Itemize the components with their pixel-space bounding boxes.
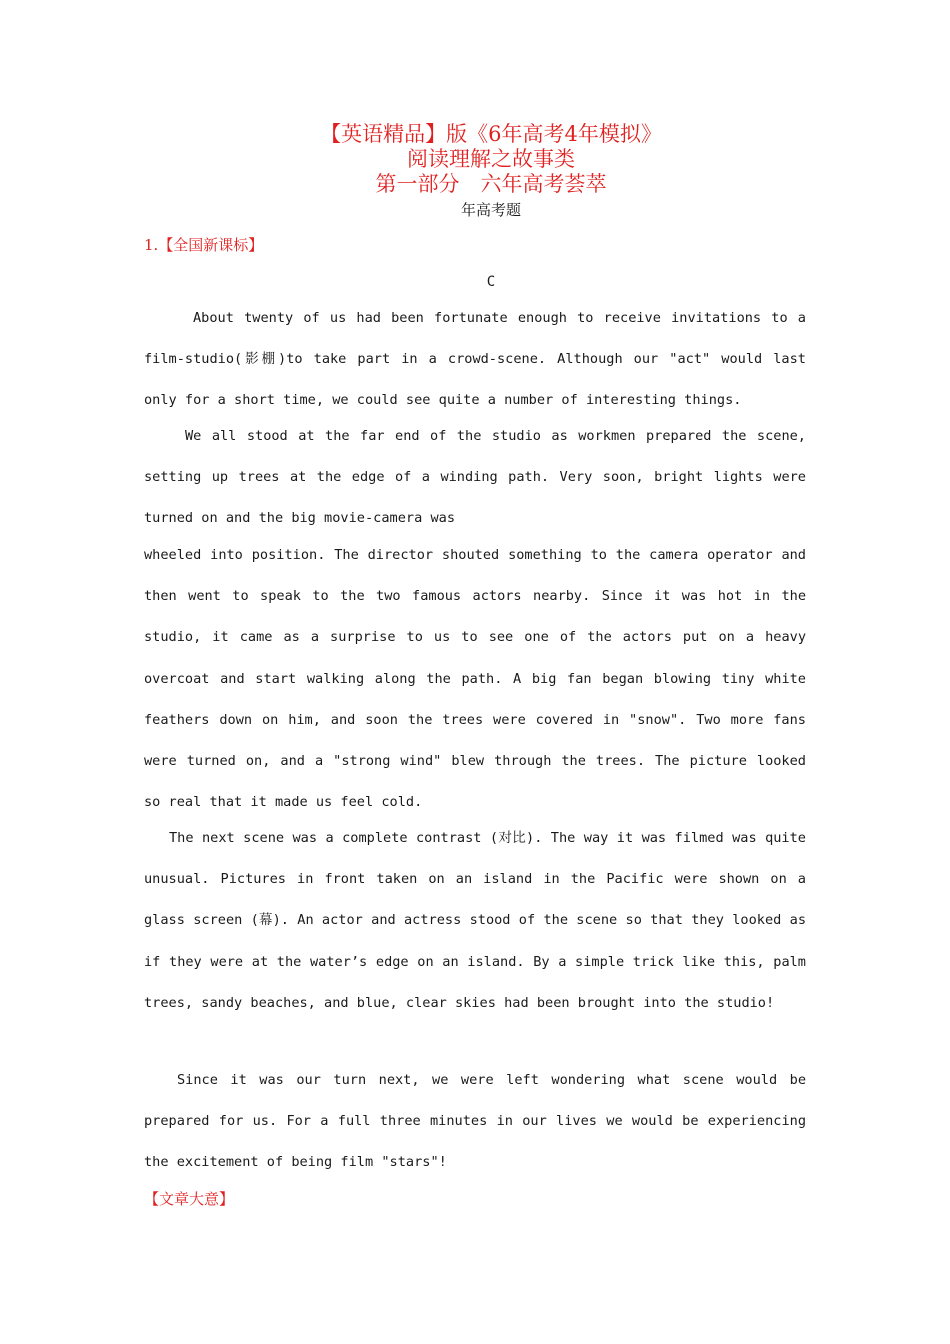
document-subtitle: 年高考题 xyxy=(460,201,521,219)
section-heading: 第一部分 六年高考荟萃 xyxy=(375,172,607,196)
document-topic: 阅读理解之故事类 xyxy=(407,147,575,171)
document-title: 【英语精品】版《6年高考4年模拟》 xyxy=(320,122,662,146)
passage-paragraph-2a: We all stood at the far end of the studio as workmen prepared the scene, setting up trees at the edge of a winding path. Very soon, bright lights were turned on and the big movie-camera was xyxy=(144,428,806,527)
question-label: 1.【全国新课标】 xyxy=(144,236,264,254)
summary-label: 【文章大意】 xyxy=(144,1190,235,1208)
passage-paragraph-2b: wheeled into position. The director shouted something to the camera operator and then went to speak to the two famous actors nearby. Since it was hot in the studio, it came as a surprise to us to see one of the actors put on a heavy overcoat and start walking along the path. A big fan began blowing tiny white feathers down on him, and soon the trees were covered in "snow". Two more fans were turned on, and a "strong wind" blew through the trees. The picture looked so real that it made us feel cold. xyxy=(144,547,806,811)
passage-letter: C xyxy=(486,274,496,290)
passage-paragraph-3: The next scene was a complete contrast (对比). The way it was filmed was quite unusual. Pictures in front taken on an island in the Pacific were shown on a glass screen (幕). An actor and actress stood of the scene so that they looked as if they were at the water’s edge on an island. By a simple trick like this, palm trees, sandy beaches, and blue, clear skies had been brought into the studio! xyxy=(144,830,806,1011)
title-block xyxy=(0,122,950,223)
passage-paragraph-1: About twenty of us had been fortunate enough to receive invitations to a film-studio(影棚)to take part in a crowd-scene. Although our "act" would last only for a short time, we could see quite a number of interesting things. xyxy=(144,310,806,409)
passage-paragraph-4: Since it was our turn next, we were left wondering what scene would be prepared for us. For a full three minutes in our lives we would be experiencing the excitement of being film "stars"! xyxy=(144,1072,806,1171)
